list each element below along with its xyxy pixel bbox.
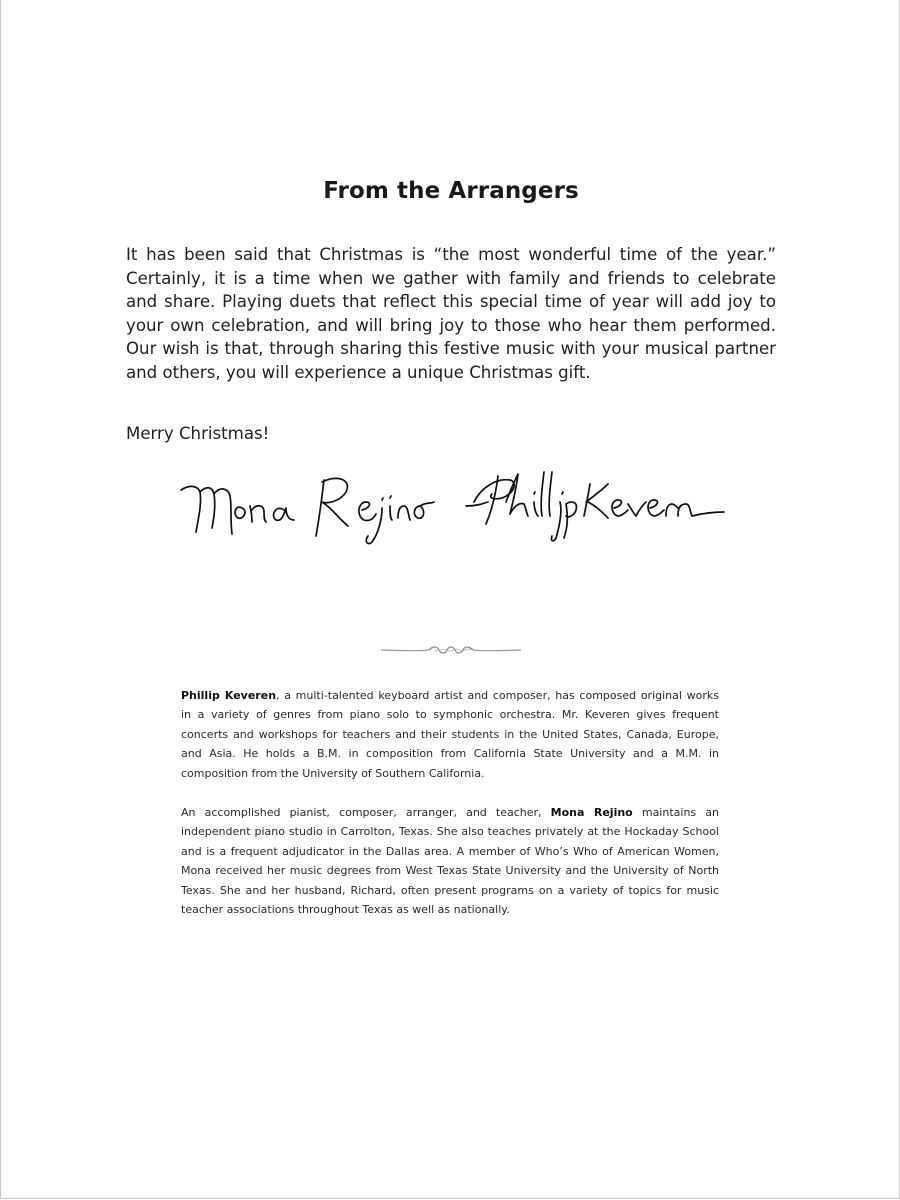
ornamental-divider [379,642,523,658]
bio-mona-rejino [181,803,719,919]
bio-name: Mona Rejino [550,806,633,819]
signatures-image [176,462,726,552]
bio-text: , a multi-talented keyboard artist and composer, has composed original works in a variety of genres from piano solo to symphonic orchestra. Mr. Keveren gives frequent concerts and workshops for teachers and their students in the United States, Canada, Europe, and Asia. He holds a B.M. in composition from California State University and a M.M. in composition from the University of Southern California. [181,689,719,780]
flourish-icon [379,642,523,658]
bio-phillip-keveren [181,686,719,783]
signatures [176,462,726,552]
signature-phillip-keveren [466,472,724,541]
bio-name: Phillip Keveren [181,689,277,702]
bio-text: maintains an independent piano studio in Carrolton, Texas. She also teaches privately at the Hockaday School and is a frequent adjudicator in the Dallas area. A member of Who’s Who of American Women, Mona received her music degrees from West Texas State University and the University of North Texas. She and her husband, Richard, often present programs on a variety of topics for music teacher associations throughout Texas as well as nationally. [181,806,719,917]
page-title: From the Arrangers [323,178,579,204]
bio-lead: An accomplished pianist, composer, arranger, and teacher, [181,806,551,819]
signature-mona-rejino [181,478,434,543]
letter-closing: Merry Christmas! [126,424,270,443]
letter-body: It has been said that Christmas is “the most wonderful time of the year.” Certainly, it is a time when we gather with family and friends to celebrate and share. Playing duets that reflect this special time of year will add joy to your own celebration, and will bring joy to those who hear them performed. Our wish is that, through sharing this festive music with your musical partner and others, you will experience a unique Christmas gift. [126,245,776,382]
